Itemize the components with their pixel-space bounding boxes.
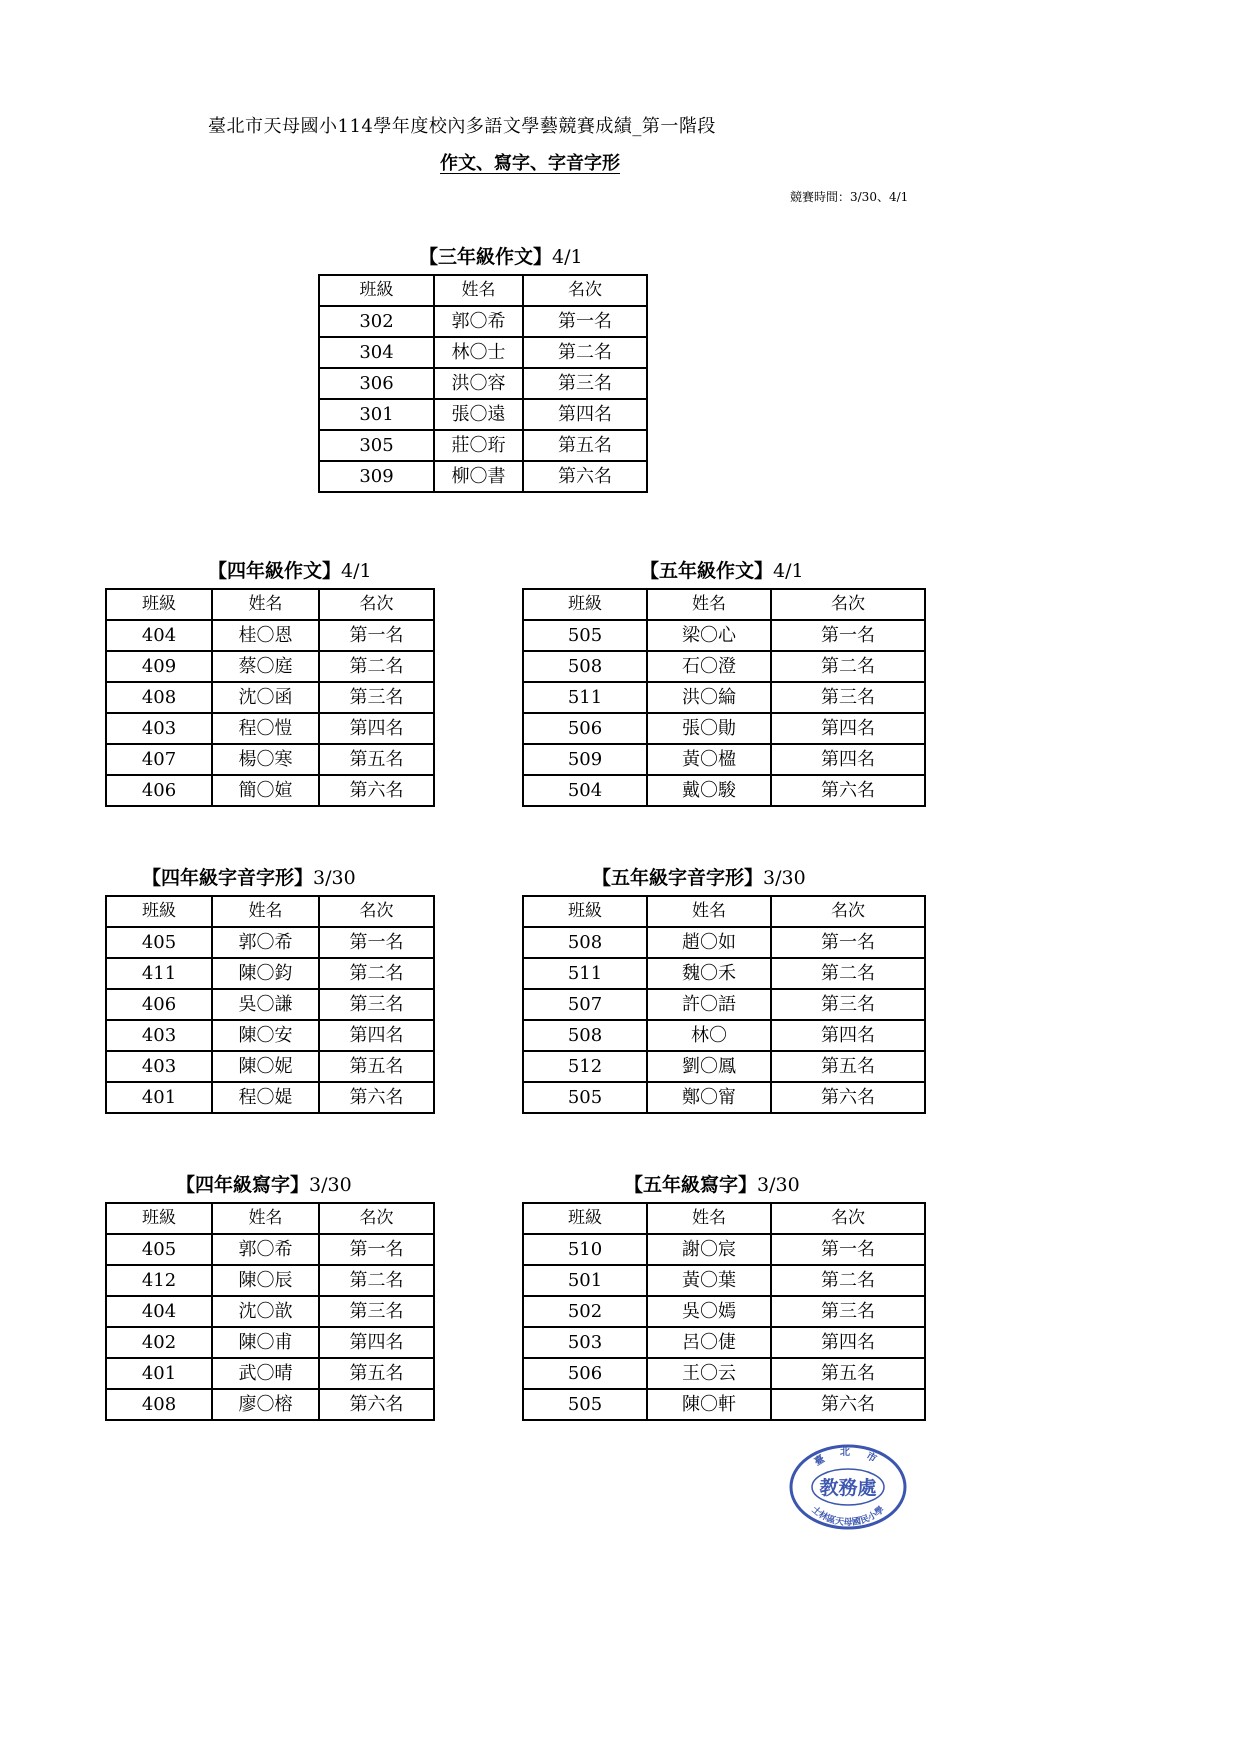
cell-rank: 第六名: [771, 775, 925, 806]
results-block: [105, 556, 435, 807]
cell-rank: 第二名: [523, 337, 647, 368]
cell-name: 莊〇珩: [434, 430, 523, 461]
table-header-row: [106, 589, 434, 620]
cell-class: 505: [523, 620, 647, 651]
cell-class: 503: [523, 1327, 647, 1358]
table-row: [523, 1082, 925, 1113]
cell-class: 306: [319, 368, 434, 399]
table-row: [319, 461, 647, 492]
cell-name: 張〇遠: [434, 399, 523, 430]
cell-name: 陳〇辰: [212, 1265, 319, 1296]
table-row: [106, 1234, 434, 1265]
table-row: [106, 744, 434, 775]
cell-class: 403: [106, 1020, 212, 1051]
cell-rank: 第四名: [771, 713, 925, 744]
cell-class: 508: [523, 927, 647, 958]
table-row: [523, 744, 925, 775]
table-row: [523, 927, 925, 958]
table-caption: [176, 1170, 435, 1202]
cell-rank: 第三名: [319, 682, 434, 713]
cell-class: 512: [523, 1051, 647, 1082]
column-header-class: 班級: [106, 1203, 212, 1234]
svg-text:教務處: 教務處: [819, 1477, 877, 1499]
results-block: [105, 863, 435, 1114]
cell-rank: 第四名: [319, 1020, 434, 1051]
cell-rank: 第三名: [771, 682, 925, 713]
cell-rank: 第六名: [319, 1082, 434, 1113]
cell-name: 鄭〇甯: [647, 1082, 771, 1113]
cell-rank: 第四名: [771, 744, 925, 775]
cell-rank: 第六名: [771, 1082, 925, 1113]
cell-class: 508: [523, 651, 647, 682]
cell-name: 吳〇嫣: [647, 1296, 771, 1327]
cell-rank: 第五名: [771, 1051, 925, 1082]
table-header-row: [523, 896, 925, 927]
cell-class: 409: [106, 651, 212, 682]
cell-rank: 第二名: [771, 1265, 925, 1296]
table-caption: [142, 863, 435, 895]
cell-rank: 第四名: [771, 1020, 925, 1051]
table-caption-date: 4/1: [341, 560, 372, 582]
cell-rank: 第一名: [523, 306, 647, 337]
cell-name: 陳〇妮: [212, 1051, 319, 1082]
table-row: [106, 1327, 434, 1358]
table-row: [106, 989, 434, 1020]
results-block: [522, 556, 926, 807]
table-row: [319, 368, 647, 399]
cell-rank: 第一名: [771, 1234, 925, 1265]
table-row: [523, 1020, 925, 1051]
cell-rank: 第五名: [319, 744, 434, 775]
cell-class: 405: [106, 927, 212, 958]
cell-rank: 第二名: [319, 1265, 434, 1296]
cell-rank: 第一名: [319, 620, 434, 651]
cell-rank: 第四名: [771, 1327, 925, 1358]
cell-name: 梁〇心: [647, 620, 771, 651]
cell-class: 405: [106, 1234, 212, 1265]
cell-class: 407: [106, 744, 212, 775]
cell-rank: 第一名: [771, 927, 925, 958]
cell-name: 呂〇倢: [647, 1327, 771, 1358]
table-caption-title: 【四年級寫字】: [176, 1174, 310, 1196]
results-table: [318, 274, 648, 493]
cell-rank: 第五名: [319, 1051, 434, 1082]
table-row: [106, 1296, 434, 1327]
cell-name: 林〇: [647, 1020, 771, 1051]
table-row: [523, 1051, 925, 1082]
column-header-name: 姓名: [434, 275, 523, 306]
table-caption: [208, 556, 435, 588]
cell-name: 郭〇希: [212, 1234, 319, 1265]
table-row: [523, 713, 925, 744]
cell-name: 洪〇綸: [647, 682, 771, 713]
cell-class: 505: [523, 1389, 647, 1420]
cell-class: 304: [319, 337, 434, 368]
table-caption-date: 3/30: [313, 867, 356, 889]
table-caption-date: 3/30: [757, 1174, 800, 1196]
cell-class: 403: [106, 1051, 212, 1082]
cell-name: 郭〇希: [434, 306, 523, 337]
results-table: [105, 895, 435, 1114]
cell-class: 406: [106, 989, 212, 1020]
cell-name: 簡〇媗: [212, 775, 319, 806]
cell-class: 504: [523, 775, 647, 806]
cell-class: 401: [106, 1358, 212, 1389]
table-caption: [624, 1170, 926, 1202]
cell-class: 309: [319, 461, 434, 492]
results-table: [105, 588, 435, 807]
cell-rank: 第六名: [319, 1389, 434, 1420]
cell-name: 蔡〇庭: [212, 651, 319, 682]
cell-name: 沈〇歆: [212, 1296, 319, 1327]
cell-class: 408: [106, 682, 212, 713]
table-row: [319, 337, 647, 368]
svg-text:臺 北 市: 臺 北 市: [812, 1447, 884, 1469]
column-header-rank: 名次: [319, 896, 434, 927]
table-row: [319, 306, 647, 337]
table-header-row: [523, 589, 925, 620]
table-row: [106, 1020, 434, 1051]
table-caption-title: 【五年級字音字形】: [592, 867, 764, 889]
cell-rank: 第五名: [771, 1358, 925, 1389]
column-header-class: 班級: [523, 1203, 647, 1234]
cell-name: 程〇媞: [212, 1082, 319, 1113]
table-header-row: [319, 275, 647, 306]
cell-class: 302: [319, 306, 434, 337]
cell-name: 魏〇禾: [647, 958, 771, 989]
results-table: [522, 1202, 926, 1421]
column-header-rank: 名次: [523, 275, 647, 306]
table-caption: [640, 556, 926, 588]
table-caption: [592, 863, 926, 895]
cell-class: 506: [523, 1358, 647, 1389]
table-row: [106, 1265, 434, 1296]
cell-name: 桂〇恩: [212, 620, 319, 651]
cell-name: 石〇澄: [647, 651, 771, 682]
table-row: [106, 1051, 434, 1082]
table-row: [523, 1296, 925, 1327]
cell-rank: 第一名: [771, 620, 925, 651]
table-caption-date: 4/1: [773, 560, 804, 582]
cell-class: 509: [523, 744, 647, 775]
table-caption-date: 3/30: [763, 867, 806, 889]
document-title: 臺北市天母國小114學年度校內多語文學藝競賽成績_第一階段: [208, 116, 716, 137]
cell-class: 411: [106, 958, 212, 989]
table-row: [106, 1082, 434, 1113]
table-row: [106, 651, 434, 682]
cell-name: 廖〇榕: [212, 1389, 319, 1420]
cell-rank: 第五名: [523, 430, 647, 461]
cell-class: 502: [523, 1296, 647, 1327]
cell-name: 陳〇甫: [212, 1327, 319, 1358]
column-header-rank: 名次: [771, 589, 925, 620]
table-row: [523, 620, 925, 651]
cell-name: 郭〇希: [212, 927, 319, 958]
cell-name: 許〇語: [647, 989, 771, 1020]
cell-class: 408: [106, 1389, 212, 1420]
column-header-class: 班級: [106, 896, 212, 927]
table-row: [106, 620, 434, 651]
school-seal-stamp: [788, 1443, 908, 1531]
table-header-row: [106, 1203, 434, 1234]
cell-rank: 第三名: [523, 368, 647, 399]
results-table: [522, 895, 926, 1114]
column-header-class: 班級: [523, 589, 647, 620]
table-row: [523, 651, 925, 682]
cell-rank: 第六名: [319, 775, 434, 806]
table-row: [523, 1358, 925, 1389]
table-row: [106, 1389, 434, 1420]
cell-rank: 第六名: [771, 1389, 925, 1420]
column-header-class: 班級: [523, 896, 647, 927]
cell-class: 406: [106, 775, 212, 806]
table-caption-title: 【四年級字音字形】: [142, 867, 314, 889]
competition-time: 競賽時間：3/30、4/1: [790, 190, 909, 204]
cell-rank: 第四名: [523, 399, 647, 430]
column-header-class: 班級: [319, 275, 434, 306]
column-header-name: 姓名: [212, 589, 319, 620]
table-row: [523, 1327, 925, 1358]
cell-name: 程〇愷: [212, 713, 319, 744]
cell-rank: 第五名: [319, 1358, 434, 1389]
cell-class: 511: [523, 958, 647, 989]
column-header-name: 姓名: [212, 1203, 319, 1234]
cell-name: 黃〇葉: [647, 1265, 771, 1296]
cell-class: 404: [106, 620, 212, 651]
cell-class: 401: [106, 1082, 212, 1113]
column-header-rank: 名次: [319, 589, 434, 620]
table-row: [106, 775, 434, 806]
cell-name: 陳〇安: [212, 1020, 319, 1051]
cell-class: 305: [319, 430, 434, 461]
cell-name: 武〇晴: [212, 1358, 319, 1389]
table-row: [523, 989, 925, 1020]
cell-rank: 第三名: [771, 1296, 925, 1327]
document-subtitle: 作文、寫字、字音字形: [440, 153, 620, 174]
table-row: [106, 927, 434, 958]
cell-class: 404: [106, 1296, 212, 1327]
table-row: [523, 1265, 925, 1296]
cell-name: 劉〇鳳: [647, 1051, 771, 1082]
cell-name: 張〇勛: [647, 713, 771, 744]
table-row: [523, 958, 925, 989]
cell-rank: 第四名: [319, 713, 434, 744]
cell-name: 柳〇書: [434, 461, 523, 492]
column-header-name: 姓名: [647, 589, 771, 620]
table-row: [523, 682, 925, 713]
cell-rank: 第三名: [771, 989, 925, 1020]
table-row: [319, 430, 647, 461]
cell-class: 412: [106, 1265, 212, 1296]
table-caption-date: 4/1: [552, 246, 583, 268]
results-block: [522, 863, 926, 1114]
cell-name: 林〇士: [434, 337, 523, 368]
cell-rank: 第四名: [319, 1327, 434, 1358]
cell-class: 301: [319, 399, 434, 430]
table-row: [106, 713, 434, 744]
cell-name: 陳〇軒: [647, 1389, 771, 1420]
column-header-name: 姓名: [647, 896, 771, 927]
cell-rank: 第三名: [319, 989, 434, 1020]
results-block: [318, 242, 648, 493]
cell-name: 王〇云: [647, 1358, 771, 1389]
results-table: [522, 588, 926, 807]
table-caption-title: 【三年級作文】: [419, 246, 553, 268]
cell-name: 沈〇函: [212, 682, 319, 713]
cell-name: 趙〇如: [647, 927, 771, 958]
column-header-name: 姓名: [212, 896, 319, 927]
cell-name: 黃〇楹: [647, 744, 771, 775]
svg-text:士林區天母國民小學: 士林區天母國民小學: [809, 1504, 887, 1528]
results-block: [105, 1170, 435, 1421]
cell-class: 511: [523, 682, 647, 713]
cell-class: 508: [523, 1020, 647, 1051]
column-header-rank: 名次: [319, 1203, 434, 1234]
cell-class: 403: [106, 713, 212, 744]
cell-rank: 第六名: [523, 461, 647, 492]
table-caption: [419, 242, 648, 274]
cell-class: 501: [523, 1265, 647, 1296]
table-header-row: [106, 896, 434, 927]
column-header-name: 姓名: [647, 1203, 771, 1234]
cell-class: 505: [523, 1082, 647, 1113]
column-header-rank: 名次: [771, 1203, 925, 1234]
column-header-rank: 名次: [771, 896, 925, 927]
cell-name: 陳〇鈞: [212, 958, 319, 989]
table-row: [523, 1234, 925, 1265]
cell-name: 謝〇宸: [647, 1234, 771, 1265]
column-header-class: 班級: [106, 589, 212, 620]
cell-name: 吳〇謙: [212, 989, 319, 1020]
table-row: [106, 682, 434, 713]
cell-rank: 第一名: [319, 927, 434, 958]
cell-rank: 第二名: [319, 651, 434, 682]
table-row: [523, 775, 925, 806]
table-row: [523, 1389, 925, 1420]
table-caption-title: 【五年級作文】: [640, 560, 774, 582]
table-row: [106, 958, 434, 989]
table-header-row: [523, 1203, 925, 1234]
cell-rank: 第二名: [771, 958, 925, 989]
table-row: [319, 399, 647, 430]
results-block: [522, 1170, 926, 1421]
results-table: [105, 1202, 435, 1421]
cell-class: 402: [106, 1327, 212, 1358]
table-caption-date: 3/30: [309, 1174, 352, 1196]
cell-class: 506: [523, 713, 647, 744]
cell-name: 洪〇容: [434, 368, 523, 399]
table-caption-title: 【四年級作文】: [208, 560, 342, 582]
cell-rank: 第三名: [319, 1296, 434, 1327]
table-caption-title: 【五年級寫字】: [624, 1174, 758, 1196]
cell-class: 510: [523, 1234, 647, 1265]
cell-name: 戴〇駿: [647, 775, 771, 806]
cell-rank: 第二名: [319, 958, 434, 989]
cell-rank: 第一名: [319, 1234, 434, 1265]
cell-class: 507: [523, 989, 647, 1020]
cell-name: 楊〇寒: [212, 744, 319, 775]
table-row: [106, 1358, 434, 1389]
cell-rank: 第二名: [771, 651, 925, 682]
